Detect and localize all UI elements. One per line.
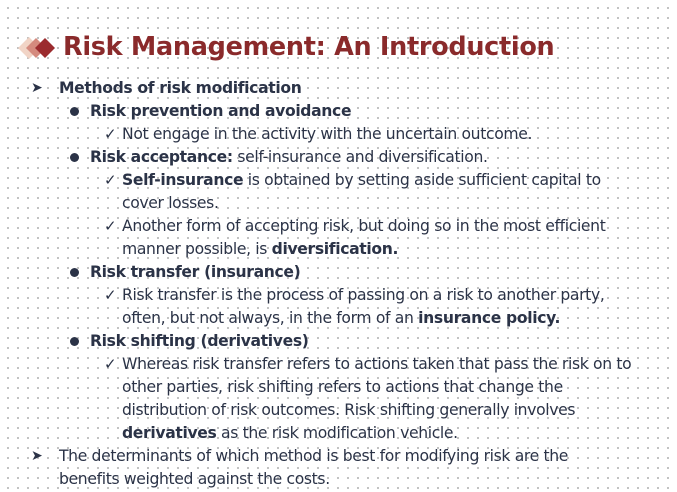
diversification-point-line1: Another form of accepting risk, but doing so in the most efficient — [122, 217, 606, 235]
shifting-heading: Risk shifting (derivatives) — [90, 332, 309, 350]
arrowhead-bullet-icon: ➤ — [31, 80, 43, 96]
determinants-line1: The determinants of which method is best for modifying risk are the — [59, 447, 569, 465]
self-insurance-point-line1: Self-insurance is obtained by setting aside sufficient capital to — [122, 171, 601, 189]
checkmark-bullet-icon: ✓ — [104, 171, 117, 189]
dot-bullet-icon — [70, 337, 79, 346]
dot-bullet-icon — [70, 153, 79, 162]
checkmark-bullet-icon: ✓ — [104, 286, 117, 304]
dot-bullet-icon — [70, 268, 79, 277]
slide-title: Risk Management: An Introduction — [63, 32, 555, 62]
prevention-heading: Risk prevention and avoidance — [90, 102, 352, 120]
arrowhead-bullet-icon: ➤ — [31, 448, 43, 464]
checkmark-bullet-icon: ✓ — [104, 217, 117, 235]
checkmark-bullet-icon: ✓ — [104, 125, 117, 143]
checkmark-bullet-icon: ✓ — [104, 355, 117, 373]
shifting-point-line4: derivatives as the risk modification vehicle. — [122, 424, 458, 442]
shifting-point-line2: other parties, risk shifting refers to actions that change the — [122, 378, 563, 396]
shifting-point-line3: distribution of risk outcomes. Risk shifting generally involves — [122, 401, 576, 419]
self-insurance-point-line2: cover losses. — [122, 194, 219, 212]
dot-bullet-icon — [70, 107, 79, 116]
shifting-point-line1: Whereas risk transfer refers to actions taken that pass the risk on to — [122, 355, 632, 373]
transfer-point-line1: Risk transfer is the process of passing on a risk to another party, — [122, 286, 605, 304]
transfer-point-line2: often, but not always, in the form of an insurance policy. — [122, 309, 561, 327]
methods-heading: Methods of risk modification — [59, 79, 302, 97]
diversification-point-line2: manner possible, is diversification. — [122, 240, 399, 258]
prevention-point: Not engage in the activity with the uncertain outcome. — [122, 125, 533, 143]
transfer-heading: Risk transfer (insurance) — [90, 263, 301, 281]
determinants-line2: benefits weighted against the costs. — [59, 470, 330, 488]
acceptance-heading: Risk acceptance: self-insurance and diversification. — [90, 148, 488, 166]
